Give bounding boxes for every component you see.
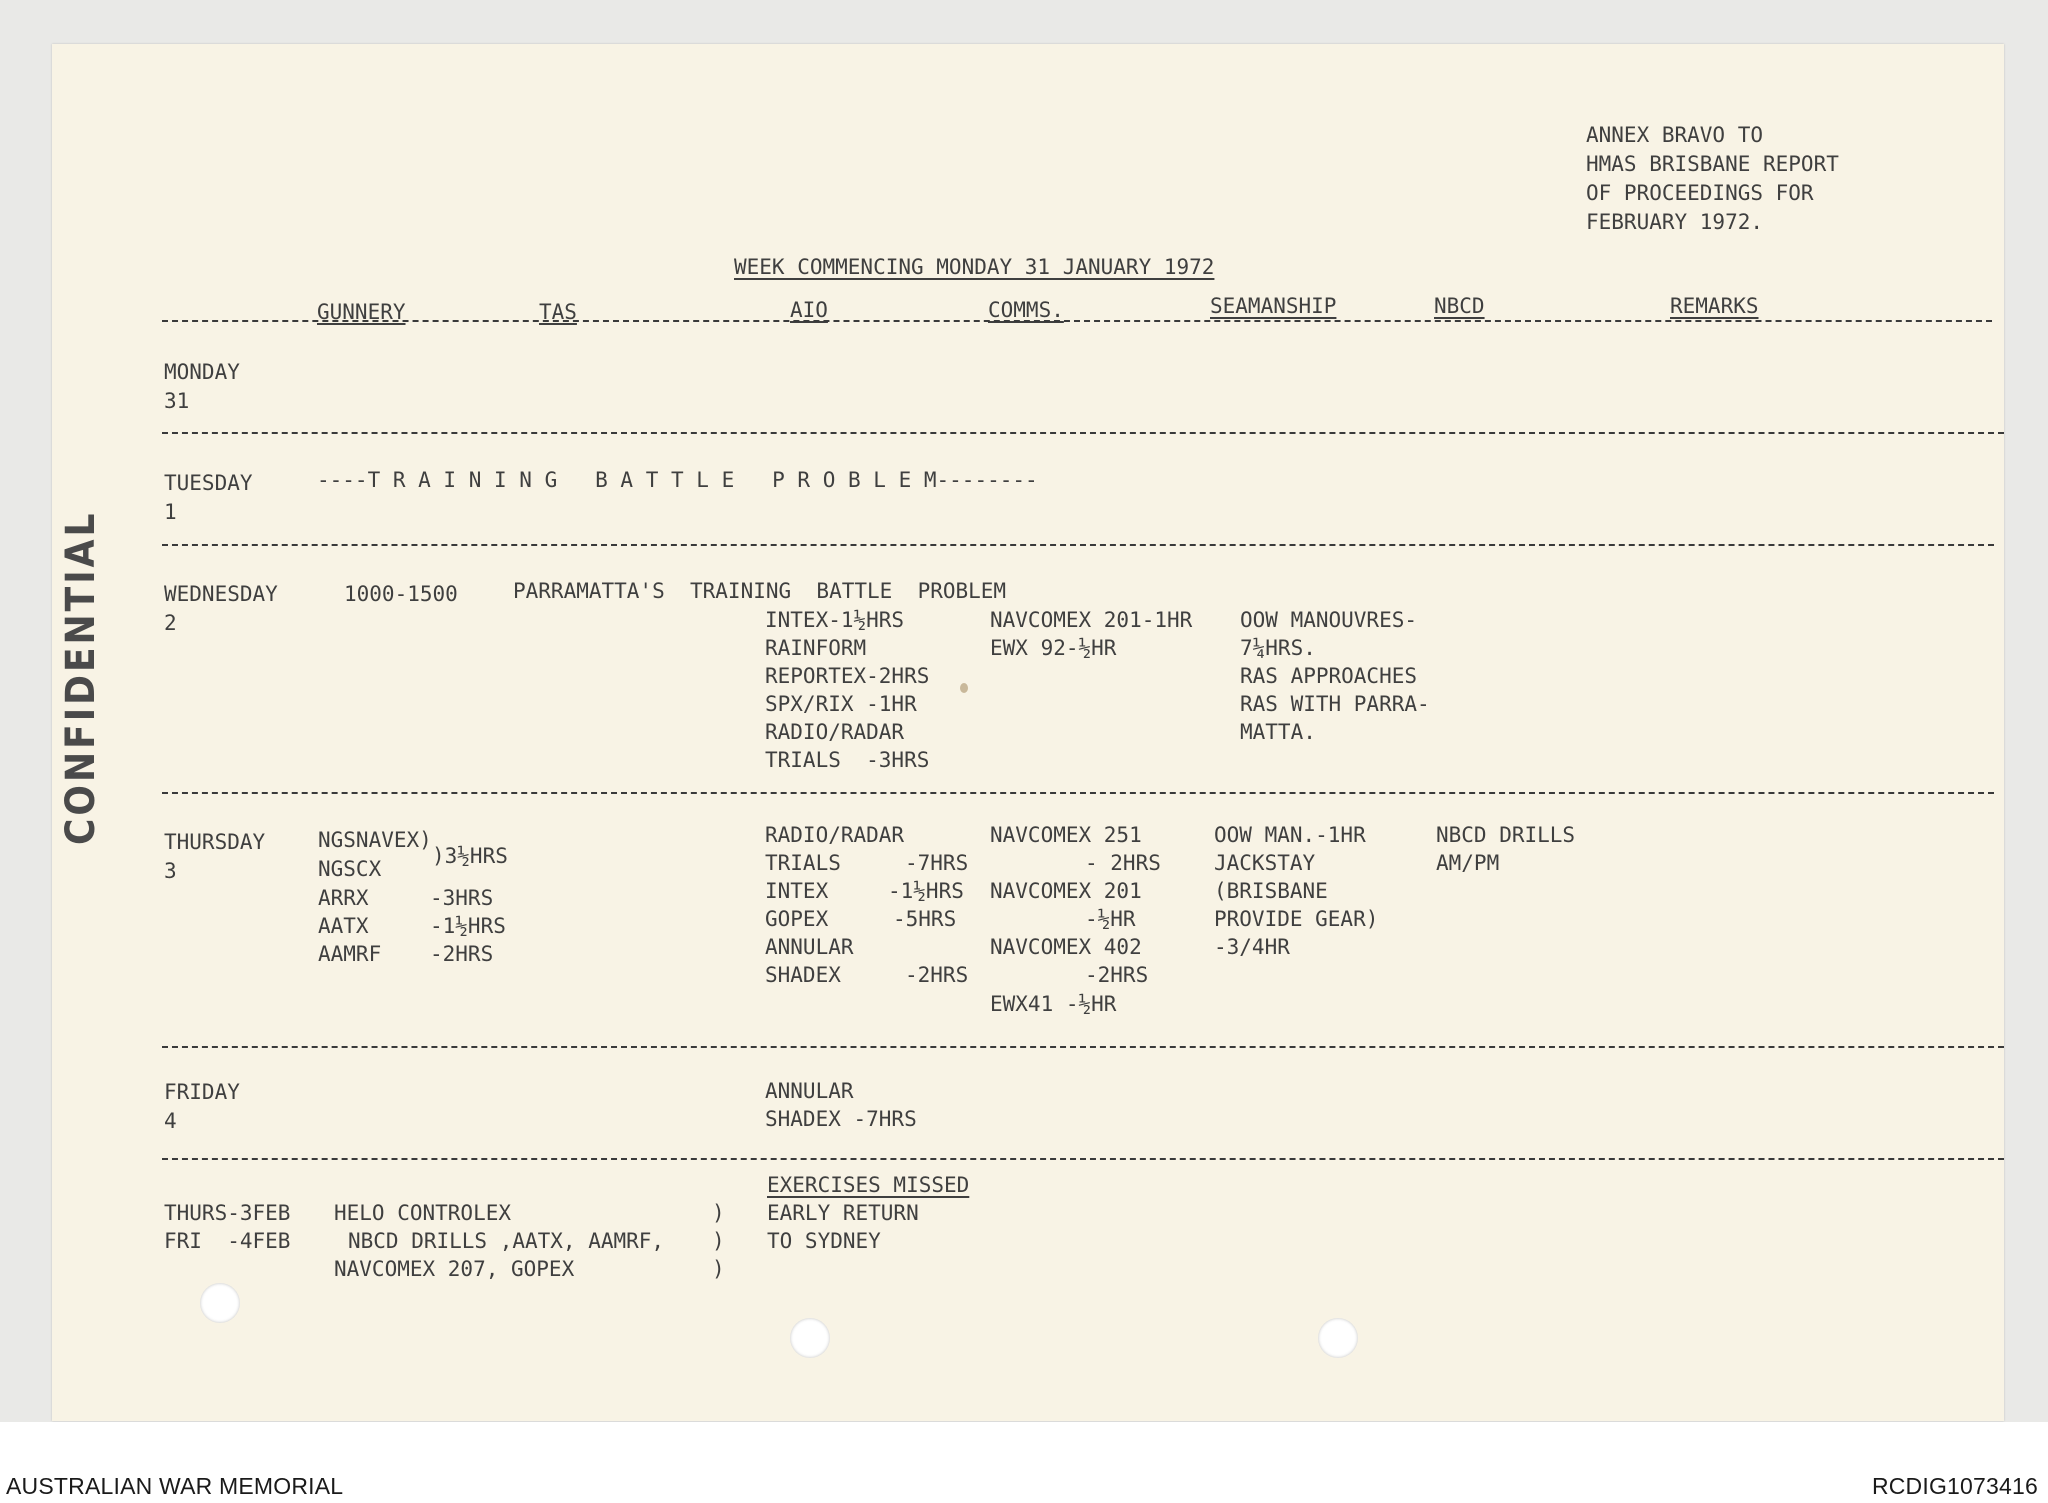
- gunnery-value: -2HRS: [430, 942, 494, 966]
- day-date: 1: [164, 500, 177, 524]
- comms-entry: NAVCOMEX 201: [990, 879, 1142, 903]
- comms-entry: NAVCOMEX 402: [990, 935, 1142, 959]
- seamanship-entry: MATTA.: [1240, 720, 1316, 744]
- aio-entry: TRIALS -3HRS: [765, 748, 930, 772]
- row-divider: [162, 1046, 2004, 1048]
- aio-name: GOPEX: [765, 907, 829, 931]
- aio-name: ANNULAR: [765, 935, 854, 959]
- missed-reason: TO SYDNEY: [767, 1229, 881, 1253]
- ink-mark: [960, 683, 968, 693]
- day-date: 4: [164, 1109, 177, 1133]
- comms-entry: -2HRS: [1085, 963, 1149, 987]
- confidential-stamp: CONFIDENTIAL: [58, 510, 104, 845]
- bracket: ): [712, 1257, 725, 1281]
- seamanship-entry: OOW MAN.-1HR: [1214, 823, 1366, 847]
- seamanship-entry: -3/4HR: [1214, 935, 1290, 959]
- day-date: 31: [164, 389, 190, 413]
- aio-value: -7HRS: [905, 851, 969, 875]
- seamanship-entry: OOW MANOUVRES-: [1240, 608, 1418, 632]
- gunnery-name: ARRX: [318, 886, 369, 910]
- bracket: ): [712, 1201, 725, 1225]
- punch-hole: [200, 1283, 240, 1323]
- comms-entry: NAVCOMEX 201-1HR: [990, 608, 1193, 632]
- bracket: ): [712, 1229, 725, 1253]
- column-header: REMARKS: [1670, 294, 1759, 318]
- seamanship-entry: PROVIDE GEAR): [1214, 907, 1379, 931]
- row-divider: [162, 1158, 2004, 1160]
- comms-entry: EWX41 -½HR: [990, 992, 1117, 1016]
- training-event: ----T R A I N I N G B A T T L E P R O B L E M--------: [317, 468, 1038, 492]
- seamanship-entry: (BRISBANE: [1214, 879, 1328, 903]
- column-header: AIO: [790, 298, 828, 322]
- aio-entry: SPX/RIX -1HR: [765, 692, 917, 716]
- missed-heading: EXERCISES MISSED: [767, 1173, 970, 1197]
- day-label: THURSDAY: [164, 830, 266, 854]
- day-label: FRIDAY: [164, 1080, 240, 1104]
- row-divider: [162, 792, 1994, 794]
- aio-entry: RADIO/RADAR: [765, 720, 905, 744]
- annex-line: ANNEX BRAVO TO: [1586, 123, 1764, 147]
- aio-entry: ANNULAR: [765, 1079, 854, 1103]
- gunnery-value: -1½HRS: [430, 914, 506, 938]
- missed-date: THURS-3FEB: [164, 1201, 291, 1225]
- gunnery-value: )3½HRS: [432, 844, 508, 868]
- seamanship-entry: 7¼HRS.: [1240, 636, 1316, 660]
- seamanship-entry: RAS WITH PARRA-: [1240, 692, 1430, 716]
- day-label: TUESDAY: [164, 471, 253, 495]
- aio-entry: SHADEX -7HRS: [765, 1107, 917, 1131]
- week-title: WEEK COMMENCING MONDAY 31 JANUARY 1972: [734, 255, 1215, 279]
- gunnery-name: AAMRF: [318, 942, 382, 966]
- missed-items: NAVCOMEX 207, GOPEX: [334, 1257, 575, 1281]
- row-divider: [162, 544, 1994, 546]
- aio-name: RADIO/RADAR: [765, 823, 905, 847]
- column-header: GUNNERY: [317, 300, 406, 324]
- gunnery-name: NGSCX: [318, 857, 382, 881]
- column-header: TAS: [539, 300, 577, 324]
- event-description: PARRAMATTA'S TRAINING BATTLE PROBLEM: [513, 579, 1007, 603]
- column-header: NBCD: [1434, 294, 1485, 318]
- missed-items: HELO CONTROLEX: [334, 1201, 512, 1225]
- aio-value: -2HRS: [905, 963, 969, 987]
- comms-entry: - 2HRS: [1085, 851, 1161, 875]
- day-date: 2: [164, 611, 177, 635]
- column-header: COMMS.: [988, 298, 1064, 322]
- day-label: WEDNESDAY: [164, 582, 278, 606]
- archive-name: AUSTRALIAN WAR MEMORIAL: [6, 1473, 344, 1499]
- aio-entry: RAINFORM: [765, 636, 867, 660]
- gunnery-name: NGSNAVEX): [318, 828, 432, 852]
- aio-value: -1½HRS: [888, 879, 964, 903]
- missed-reason: EARLY RETURN: [767, 1201, 919, 1225]
- annex-line: OF PROCEEDINGS FOR: [1586, 181, 1814, 205]
- row-divider: [162, 320, 1992, 322]
- aio-entry: REPORTEX-2HRS: [765, 664, 930, 688]
- annex-line: FEBRUARY 1972.: [1586, 210, 1764, 234]
- day-label: MONDAY: [164, 360, 240, 384]
- gunnery-name: AATX: [318, 914, 369, 938]
- aio-name: INTEX: [765, 879, 829, 903]
- aio-name: TRIALS: [765, 851, 841, 875]
- nbcd-entry: AM/PM: [1436, 851, 1500, 875]
- annex-line: HMAS BRISBANE REPORT: [1586, 152, 1839, 176]
- gunnery-value: -3HRS: [430, 886, 494, 910]
- event-time: 1000-1500: [344, 582, 458, 606]
- day-date: 3: [164, 859, 177, 883]
- seamanship-entry: RAS APPROACHES: [1240, 664, 1418, 688]
- seamanship-entry: JACKSTAY: [1214, 851, 1316, 875]
- nbcd-entry: NBCD DRILLS: [1436, 823, 1576, 847]
- row-divider: [162, 432, 2004, 434]
- missed-items: NBCD DRILLS ,AATX, AAMRF,: [348, 1229, 665, 1253]
- comms-entry: NAVCOMEX 251: [990, 823, 1142, 847]
- aio-entry: INTEX-1½HRS: [765, 608, 905, 632]
- aio-value: -5HRS: [893, 907, 957, 931]
- punch-hole: [1318, 1318, 1358, 1358]
- record-id: RCDIG1073416: [1871, 1473, 2038, 1499]
- comms-entry: -½HR: [1085, 907, 1136, 931]
- aio-name: SHADEX: [765, 963, 841, 987]
- column-header: SEAMANSHIP: [1210, 294, 1337, 318]
- punch-hole: [790, 1318, 830, 1358]
- comms-entry: EWX 92-½HR: [990, 636, 1117, 660]
- missed-date: FRI -4FEB: [164, 1229, 291, 1253]
